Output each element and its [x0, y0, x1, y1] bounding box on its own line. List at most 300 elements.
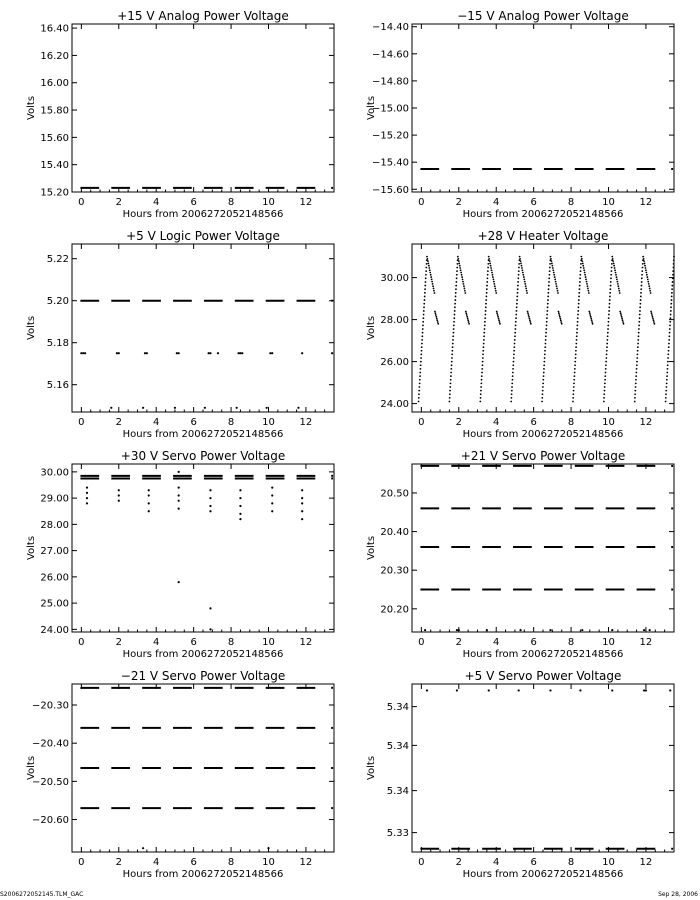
data-point	[450, 375, 452, 377]
data-point	[546, 310, 548, 312]
data-point	[634, 390, 636, 392]
data-point	[450, 368, 452, 370]
data-point	[665, 390, 667, 392]
data-point	[607, 339, 609, 341]
data-point	[541, 401, 543, 403]
data-point	[530, 323, 532, 325]
y-tick-label: 20.30	[380, 565, 409, 577]
data-point	[575, 357, 577, 359]
data-point	[460, 269, 462, 271]
data-point	[671, 292, 673, 294]
data-point	[670, 317, 672, 319]
x-tick-label: 10	[262, 417, 275, 428]
data-point	[518, 267, 520, 269]
data-point	[573, 379, 575, 381]
data-point	[459, 265, 461, 267]
data-point	[493, 278, 495, 280]
data-point	[496, 312, 498, 314]
data-point	[464, 290, 466, 292]
x-axis-label: Hours from 20062720521485​66	[462, 429, 624, 440]
x-tick-label: 4	[153, 637, 160, 648]
data-point	[604, 386, 606, 388]
data-point	[420, 364, 422, 366]
data-point	[549, 270, 551, 272]
data-point	[449, 393, 451, 395]
data-point	[673, 259, 675, 261]
y-tick-label: 24.00	[380, 399, 409, 411]
data-point	[511, 382, 513, 384]
chart-panel-5	[0, 440, 350, 660]
data-point	[512, 379, 514, 381]
data-point	[526, 292, 528, 294]
data-point	[611, 263, 613, 265]
data-point	[424, 629, 426, 631]
chart-svg-3	[0, 220, 350, 440]
data-point	[467, 319, 469, 321]
data-point	[575, 343, 577, 345]
data-point	[86, 502, 88, 504]
data-point	[551, 263, 553, 265]
data-point	[499, 321, 501, 323]
data-point	[484, 321, 486, 323]
data-point	[605, 368, 607, 370]
data-point	[582, 265, 584, 267]
data-point	[178, 487, 180, 489]
data-point	[498, 319, 500, 321]
x-tick-label: 10	[262, 857, 275, 868]
data-point	[428, 265, 430, 267]
data-point	[551, 260, 553, 262]
data-point	[518, 263, 520, 265]
data-point	[510, 401, 512, 403]
data-point	[558, 314, 560, 316]
data-point	[604, 379, 606, 381]
data-point	[651, 312, 653, 314]
y-tick-label: 15.60	[40, 132, 69, 144]
data-point	[641, 285, 643, 287]
data-point	[669, 321, 671, 323]
data-point	[209, 628, 211, 630]
data-point	[430, 276, 432, 278]
data-point	[671, 299, 673, 301]
data-point	[434, 311, 436, 313]
data-point	[522, 274, 524, 276]
data-point	[644, 263, 646, 265]
x-tick-label: 10	[602, 417, 615, 428]
data-point	[453, 321, 455, 323]
x-tick-label: 12	[299, 637, 313, 648]
data-point	[458, 263, 460, 265]
data-point	[643, 689, 645, 691]
data-point	[485, 306, 487, 308]
data-point	[577, 310, 579, 312]
x-tick-label: 2	[455, 197, 462, 208]
data-point	[635, 386, 637, 388]
data-point	[420, 357, 422, 359]
data-point	[652, 316, 654, 318]
data-point	[542, 390, 544, 392]
data-point	[557, 290, 559, 292]
data-point	[484, 314, 486, 316]
data-point	[554, 278, 556, 280]
data-point	[666, 386, 668, 388]
data-point	[461, 276, 463, 278]
chart-title: −21 V Servo Power Voltage	[120, 669, 286, 683]
data-point	[670, 314, 672, 316]
data-point	[487, 274, 489, 276]
data-point	[640, 299, 642, 301]
data-point	[616, 276, 618, 278]
data-point	[514, 328, 516, 330]
data-point	[204, 407, 206, 409]
data-point	[301, 489, 303, 491]
data-point	[547, 303, 549, 305]
y-tick-label: 5.22	[46, 254, 69, 266]
data-point	[549, 629, 551, 631]
data-point	[609, 292, 611, 294]
data-point	[241, 352, 243, 354]
data-point	[670, 303, 672, 305]
data-point	[587, 285, 589, 287]
data-point	[515, 321, 517, 323]
data-point	[493, 283, 495, 285]
data-point	[547, 292, 549, 294]
chart-title: −15 V Analog Power Voltage	[457, 9, 629, 23]
data-point	[209, 497, 211, 499]
data-point	[607, 332, 609, 334]
data-point	[456, 274, 458, 276]
data-point	[581, 629, 583, 631]
data-point	[480, 393, 482, 395]
data-point	[580, 270, 582, 272]
data-point	[672, 267, 674, 269]
data-point	[639, 317, 641, 319]
data-point	[544, 350, 546, 352]
data-point	[424, 296, 426, 298]
data-point	[110, 407, 112, 409]
x-tick-label: 8	[227, 417, 235, 428]
data-point	[579, 274, 581, 276]
x-tick-label: 12	[299, 417, 313, 428]
data-point	[591, 319, 593, 321]
data-point	[513, 361, 515, 363]
data-point	[454, 299, 456, 301]
data-point	[636, 357, 638, 359]
data-point	[554, 276, 556, 278]
data-point	[418, 386, 420, 388]
x-tick-label: 10	[262, 637, 275, 648]
data-point	[484, 317, 486, 319]
data-point	[514, 335, 516, 337]
data-point	[454, 310, 456, 312]
y-tick-label: 27.00	[40, 546, 69, 558]
data-point	[511, 390, 513, 392]
data-point	[237, 352, 239, 354]
data-point	[645, 689, 647, 691]
data-point	[481, 379, 483, 381]
data-point	[550, 256, 552, 258]
data-point	[419, 379, 421, 381]
data-point	[498, 318, 500, 320]
data-point	[148, 510, 150, 512]
data-point	[549, 274, 551, 276]
data-point	[575, 346, 577, 348]
data-point	[457, 258, 459, 260]
data-point	[611, 689, 613, 691]
x-tick-label: 8	[227, 197, 235, 208]
data-point	[486, 281, 488, 283]
data-point	[422, 325, 424, 327]
data-point	[640, 288, 642, 290]
data-point	[428, 267, 430, 269]
data-point	[641, 277, 643, 279]
data-point	[579, 285, 581, 287]
data-point	[650, 292, 652, 294]
data-point	[555, 283, 557, 285]
data-point	[639, 306, 641, 308]
x-tick-label: 4	[493, 197, 500, 208]
y-tick-label: −20.60	[31, 815, 69, 827]
data-point	[645, 269, 647, 271]
data-point	[515, 317, 517, 319]
data-point	[637, 339, 639, 341]
data-point	[673, 256, 675, 258]
data-point	[636, 364, 638, 366]
data-point	[487, 263, 489, 265]
data-point	[301, 352, 303, 354]
data-point	[610, 285, 612, 287]
data-point	[574, 368, 576, 370]
data-point	[460, 272, 462, 274]
x-tick-label: 12	[299, 857, 313, 868]
data-point	[452, 346, 454, 348]
chart-panel-1	[0, 0, 350, 220]
data-point	[489, 260, 491, 262]
data-point	[621, 318, 623, 320]
data-point	[453, 317, 455, 319]
data-point	[421, 346, 423, 348]
data-point	[615, 274, 617, 276]
y-tick-label: 5.18	[46, 338, 69, 350]
data-point	[513, 350, 515, 352]
y-tick-label: 5.20	[46, 296, 69, 308]
y-tick-label: −20.50	[31, 776, 69, 788]
data-point	[487, 267, 489, 269]
data-point	[178, 494, 180, 496]
data-point	[454, 306, 456, 308]
data-point	[525, 285, 527, 287]
data-point	[523, 276, 525, 278]
data-point	[548, 277, 550, 279]
data-point	[488, 258, 490, 260]
x-tick-label: 6	[190, 857, 197, 868]
data-point	[572, 393, 574, 395]
data-point	[546, 325, 548, 327]
data-point	[419, 372, 421, 374]
data-point	[668, 335, 670, 337]
data-point	[544, 357, 546, 359]
data-point	[497, 314, 499, 316]
data-point	[437, 321, 439, 323]
x-tick-label: 0	[418, 637, 425, 648]
data-point	[545, 335, 547, 337]
footer-filename: S2006272052145.TLM_GAC	[0, 891, 84, 898]
data-point	[592, 323, 594, 325]
data-point	[543, 375, 545, 377]
data-point	[434, 312, 436, 314]
data-point	[584, 274, 586, 276]
data-point	[427, 263, 429, 265]
data-point	[668, 350, 670, 352]
data-point	[239, 513, 241, 515]
data-point	[118, 489, 120, 491]
data-point	[486, 629, 488, 631]
plot-frame	[412, 464, 674, 632]
data-point	[648, 285, 650, 287]
data-point	[512, 375, 514, 377]
x-tick-label: 6	[190, 637, 197, 648]
data-point	[486, 288, 488, 290]
data-point	[528, 316, 530, 318]
data-point	[671, 285, 673, 287]
y-tick-label: −14.80	[371, 76, 409, 88]
chart-svg-7	[0, 660, 350, 880]
data-point	[483, 339, 485, 341]
data-point	[604, 375, 606, 377]
data-point	[142, 407, 144, 409]
data-point	[485, 303, 487, 305]
data-point	[458, 260, 460, 262]
data-point	[672, 274, 674, 276]
data-point	[547, 296, 549, 298]
data-point	[573, 390, 575, 392]
data-point	[541, 397, 543, 399]
data-point	[497, 316, 499, 318]
data-point	[613, 265, 615, 267]
data-point	[418, 390, 420, 392]
data-point	[427, 260, 429, 262]
data-point	[546, 317, 548, 319]
x-tick-label: 12	[639, 857, 653, 868]
data-point	[144, 352, 146, 354]
data-point	[668, 339, 670, 341]
data-point	[486, 285, 488, 287]
chart-panel-3	[0, 220, 350, 440]
data-point	[331, 352, 333, 354]
chart-svg-4	[340, 220, 690, 440]
data-point	[653, 319, 655, 321]
y-tick-label: 15.20	[40, 187, 69, 199]
data-point	[479, 401, 481, 403]
data-point	[487, 277, 489, 279]
data-point	[421, 339, 423, 341]
data-point	[641, 281, 643, 283]
y-tick-label: 5.16	[46, 380, 69, 392]
data-point	[645, 267, 647, 269]
data-point	[486, 296, 488, 298]
data-point	[647, 281, 649, 283]
chart-title: +21 V Servo Power Voltage	[460, 449, 626, 463]
data-point	[239, 489, 241, 491]
data-point	[522, 272, 524, 274]
data-point	[516, 299, 518, 301]
data-point	[606, 343, 608, 345]
data-point	[465, 312, 467, 314]
data-point	[454, 303, 456, 305]
data-point	[239, 497, 241, 499]
data-point	[513, 357, 515, 359]
data-point	[548, 281, 550, 283]
data-point	[573, 386, 575, 388]
data-point	[589, 312, 591, 314]
x-tick-label: 10	[602, 637, 615, 648]
data-point	[453, 332, 455, 334]
data-point	[429, 269, 431, 271]
data-point	[271, 502, 273, 504]
data-point	[269, 352, 271, 354]
x-axis-label: Hours from 20062720521485​66	[122, 649, 284, 660]
data-point	[607, 335, 609, 337]
data-point	[590, 318, 592, 320]
data-point	[239, 352, 241, 354]
data-point	[665, 401, 667, 403]
x-tick-label: 10	[602, 857, 615, 868]
data-point	[482, 354, 484, 356]
data-point	[463, 285, 465, 287]
data-point	[425, 270, 427, 272]
data-point	[456, 267, 458, 269]
data-point	[146, 352, 148, 354]
data-point	[512, 368, 514, 370]
data-point	[468, 321, 470, 323]
data-point	[667, 364, 669, 366]
data-point	[635, 379, 637, 381]
x-tick-label: 12	[299, 197, 313, 208]
data-point	[522, 269, 524, 271]
data-point	[488, 689, 490, 691]
chart-svg-8	[340, 660, 690, 880]
data-point	[578, 303, 580, 305]
data-point	[466, 314, 468, 316]
data-point	[560, 321, 562, 323]
data-point	[607, 325, 609, 327]
y-tick-label: −15.60	[371, 184, 409, 196]
data-point	[457, 263, 459, 265]
data-point	[558, 311, 560, 313]
data-point	[668, 346, 670, 348]
chart-panel-2	[340, 0, 690, 220]
data-point	[556, 288, 558, 290]
data-point	[436, 319, 438, 321]
data-point	[517, 292, 519, 294]
data-point	[457, 256, 459, 258]
data-point	[605, 372, 607, 374]
data-point	[465, 311, 467, 313]
plot-frame	[72, 464, 334, 632]
data-point	[425, 281, 427, 283]
x-tick-label: 4	[493, 637, 500, 648]
data-point	[512, 372, 514, 374]
data-point	[148, 494, 150, 496]
data-point	[587, 288, 589, 290]
y-tick-label: 15.80	[40, 105, 69, 117]
x-tick-label: 10	[262, 197, 275, 208]
data-point	[548, 288, 550, 290]
data-point	[578, 306, 580, 308]
data-point	[642, 267, 644, 269]
y-tick-label: 30.00	[40, 467, 69, 479]
data-point	[455, 288, 457, 290]
